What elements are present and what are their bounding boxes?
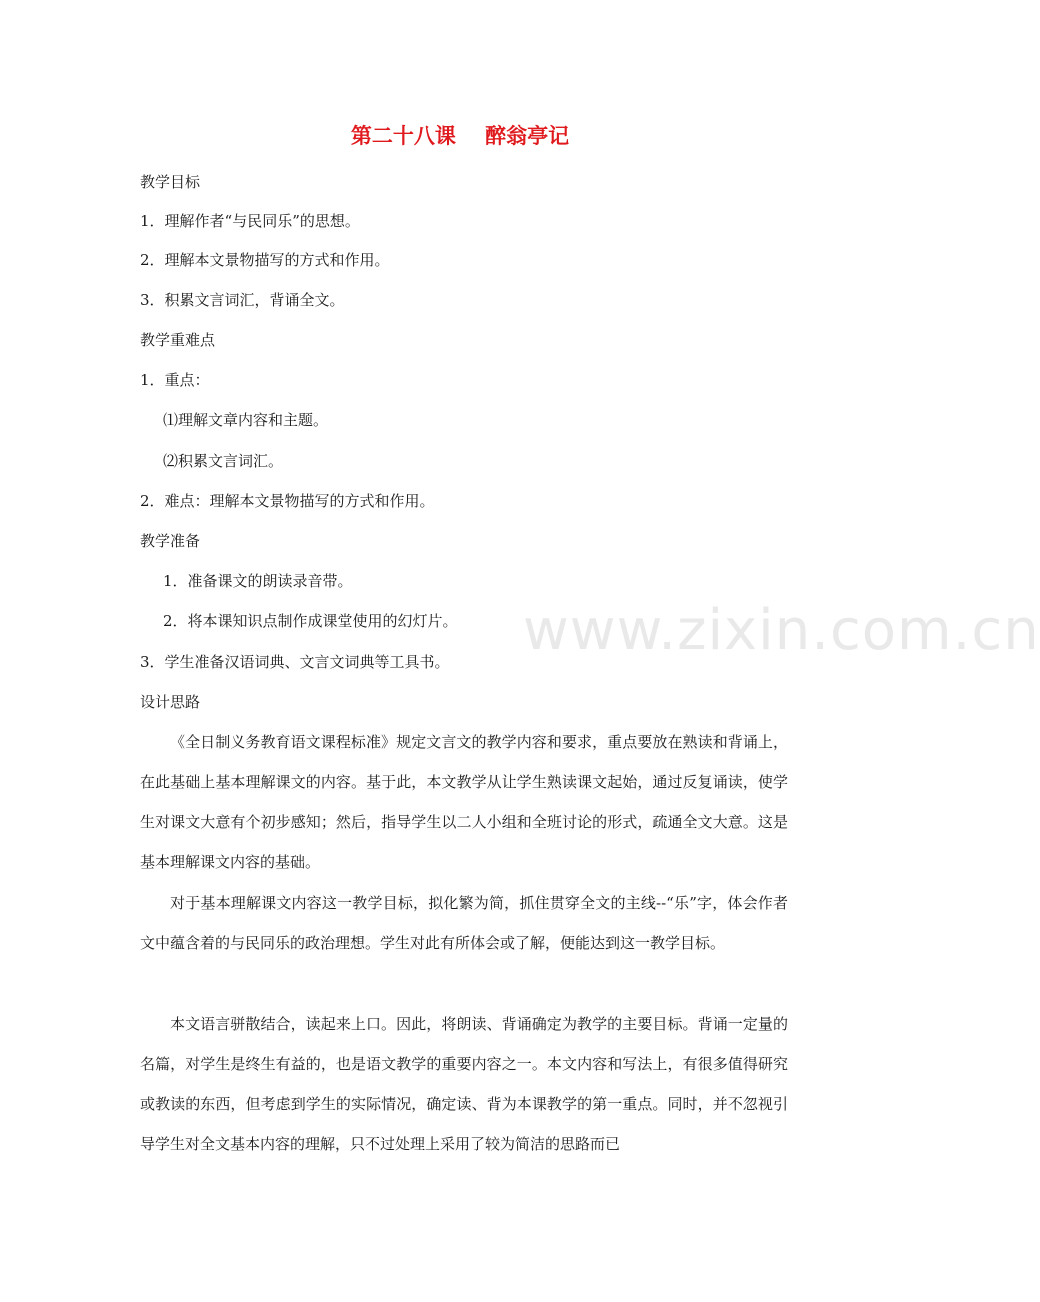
objective-item-3: 3．积累文言词汇，背诵全文。 [140,291,345,309]
watermark: www.zixin.com.cn [523,598,1040,663]
design-heading: 设计思路 [140,693,201,711]
preparation-item-3: 3．学生准备汉语词典、文言文词典等工具书。 [140,653,450,671]
difficulty-item: 2．难点：理解本文景物描写的方式和作用。 [140,492,435,510]
objective-item-1: 1．理解作者“与民同乐”的思想。 [140,212,360,230]
objectives-heading: 教学目标 [140,173,201,191]
design-paragraph-3: 本文语言骈散结合，读起来上口。因此，将朗读、背诵确定为教学的主要目标。背诵一定量的名篇，对学生是终生有益的，也是语文教学的重要内容之一。本文内容和写法上，有很多值得研究或教读的东西，但考虑到学生的实际情况，确定读、背为本课教学的第一重点。同时，并不忽视引导学生对全文基本内容的理解，只不过处理上采用了较为简洁的思路而已 [140,1015,788,1153]
focus-label: 1．重点： [140,371,210,389]
preparation-item-2: 2．将本课知识点制作成课堂使用的幻灯片。 [163,612,458,630]
page-title: 第二十八课 醉翁亭记 [350,123,570,148]
objective-item-2: 2．理解本文景物描写的方式和作用。 [140,251,390,269]
preparation-item-1: 1．准备课文的朗读录音带。 [163,572,353,590]
design-paragraph-1: 《全日制义务教育语文课程标准》规定文言文的教学内容和要求，重点要放在熟读和背诵上，在此基础上基本理解课文的内容。基于此，本文教学从让学生熟读课文起始，通过反复诵读，使学生对课文大意有个初步感知；然后，指导学生以二人小组和全班讨论的形式，疏通全文大意。这是基本理解课文内容的基础。 [140,733,788,871]
preparation-heading: 教学准备 [140,532,201,550]
focus-item-2: ⑵积累文言词汇。 [163,452,284,470]
key-points-heading: 教学重难点 [140,331,216,349]
design-paragraph-2: 对于基本理解课文内容这一教学目标，拟化繁为简，抓住贯穿全文的主线--“乐”字，体会作者文中蕴含着的与民同乐的政治理想。学生对此有所体会或了解，便能达到这一教学目标。 [140,894,788,952]
focus-item-1: ⑴理解文章内容和主题。 [163,411,329,429]
